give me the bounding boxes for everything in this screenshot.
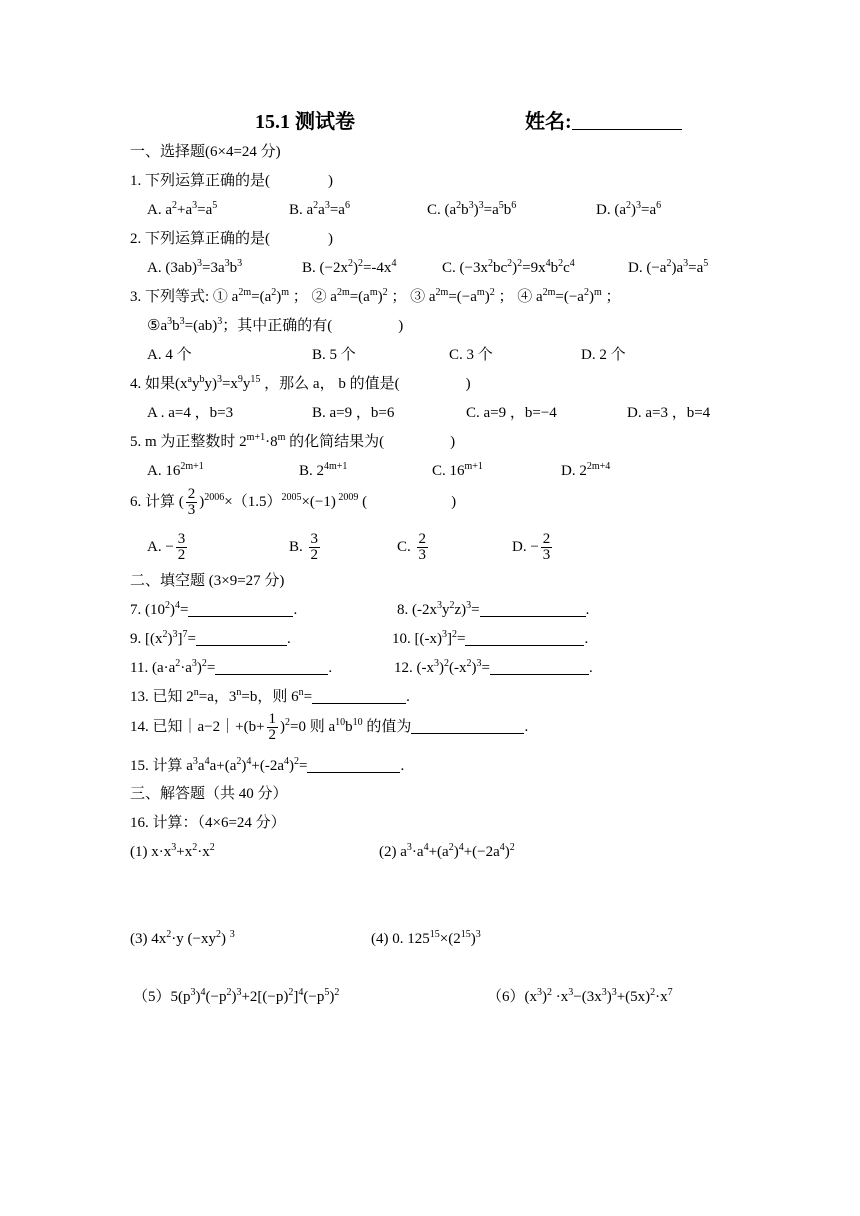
- q9-answer-blank[interactable]: [196, 630, 287, 646]
- q4-option-a[interactable]: A . a=4 ，b=3: [147, 405, 234, 421]
- q3-option-a[interactable]: A. 4 个: [147, 347, 192, 363]
- question-13: 13. 已知 $2^n=a$，$3^n=b$，则 $6^n=$ .: [130, 687, 410, 705]
- q10-answer-blank[interactable]: [465, 630, 584, 646]
- section-heading-choice: 一、选择题(6×4=24 分): [130, 144, 281, 160]
- q2-option-c[interactable]: C. $(-3x^2bc^2)^2=9x^4b^2c^4$: [442, 258, 575, 276]
- question-8: 8. $(-2x^3y^2z)^3=$ .: [397, 600, 590, 618]
- q16-part-2: (2) $a^3\cdot a^4+(a^2)^4+(-2a^4)^2$: [379, 842, 515, 860]
- q5-option-a[interactable]: A. $16^{2m+1}$: [147, 461, 204, 479]
- q5-option-b[interactable]: B. $2^{4m+1}$: [299, 461, 348, 479]
- section-heading-solve: 三、解答题（共 40 分）: [130, 786, 288, 802]
- q3-option-d[interactable]: D. 2 个: [581, 347, 626, 363]
- q16-part-3: (3) $4x^2\cdot y$ $(-xy^2)$ $^3$: [130, 929, 235, 947]
- q2-option-b[interactable]: B. $(-2x^2)^2=-4x^4$: [302, 258, 397, 276]
- q4-option-c[interactable]: C. a=9 ，b=−4: [466, 405, 557, 421]
- q4-option-d[interactable]: D. a=3 ，b=4: [627, 405, 711, 421]
- q3-option-b[interactable]: B. 5 个: [312, 347, 356, 363]
- q13-answer-blank[interactable]: [312, 688, 406, 704]
- question-1: 1. 下列运算正确的是( ): [130, 173, 333, 189]
- question-14: 14. 已知｜a−2｜+(b+ $\frac{1}{2}$ )$^2$=0 则 $a^{10}b^{10}$ 的值为 .: [130, 711, 529, 744]
- q5-option-d[interactable]: D. $2^{2m+4}$: [561, 461, 611, 479]
- q11-answer-blank[interactable]: [215, 659, 328, 675]
- name-blank[interactable]: [572, 114, 682, 130]
- q14-answer-blank[interactable]: [411, 718, 524, 734]
- question-6: 6. 计算 ( $\frac{2}{3}$ )$^{2006}\times(1.5)^{2005}\times(-1)$ $^{2009}$ ( ): [130, 486, 457, 519]
- q6-option-a[interactable]: A. − $\frac{3}{2}$: [147, 531, 186, 564]
- q1-option-d[interactable]: D. $(a^2)^3=a^6$: [596, 200, 662, 218]
- question-2: 2. 下列运算正确的是( ): [130, 231, 333, 247]
- question-9: 9. $[(x^2)^3]^7=$ .: [130, 629, 291, 647]
- question-7: 7. $(10^2)^4=$ .: [130, 600, 298, 618]
- q6-option-d[interactable]: D. − $\frac{2}{3}$: [512, 531, 551, 564]
- name-field: [525, 110, 682, 134]
- q15-answer-blank[interactable]: [307, 757, 400, 773]
- q2-option-a[interactable]: A. $(3ab)^3=3a^3b^3$: [147, 258, 243, 276]
- q5-option-c[interactable]: C. $16^{m+1}$: [432, 461, 483, 479]
- page-title: 15.1 测试卷: [255, 111, 355, 133]
- q6-option-c[interactable]: C. $\frac{2}{3}$: [397, 531, 427, 564]
- question-11: 11. $(a\cdot a^2\cdot a^3)^2=$ .: [130, 658, 333, 676]
- question-10: 10. $[(-x)^3]^2=$ .: [392, 629, 589, 647]
- q8-answer-blank[interactable]: [480, 601, 586, 617]
- name-label: 姓名:: [525, 111, 572, 133]
- q16-part-1: (1) $x\cdot x^3+x^2\cdot x^2$: [130, 842, 215, 860]
- question-12: 12. $(-x^3)^2(-x^2)^3=$ .: [394, 658, 593, 676]
- q4-option-b[interactable]: B. a=9 ，b=6: [312, 405, 395, 421]
- section-heading-fill: 二、填空题 (3×9=27 分): [130, 573, 285, 589]
- q12-answer-blank[interactable]: [490, 659, 589, 675]
- q2-option-d[interactable]: D. $(-a^2)a^3=a^5$: [628, 258, 709, 276]
- question-15: 15. 计算 $a^3a^4a+(a^2)^4+(-2a^4)^2=$ .: [130, 756, 405, 774]
- q7-answer-blank[interactable]: [188, 601, 293, 617]
- question-3-line-1: 3. 下列等式: ① $a^{2m}=(a^2)^m$ ； ② $a^{2m}=(a^m)^2$ ； ③ $a^{2m}=(-a^m)^2$ ； ④ $a^{2m}=(-a^2)^m$ ；: [130, 287, 621, 305]
- q16-part-4: (4) 0. $125^{15}\times(2^{15})^3$: [371, 929, 481, 947]
- q1-option-b[interactable]: B. $a^2a^3=a^6$: [289, 200, 350, 218]
- q3-option-c[interactable]: C. 3 个: [449, 347, 493, 363]
- q6-option-b[interactable]: B. $\frac{3}{2}$: [289, 531, 319, 564]
- q16-part-5: $(5)5(p^3)^4(-p^2)^3+2[(-p)^2]^4(-p^5)^2$: [133, 987, 340, 1005]
- question-5: 5. m 为正整数时 $2^{m+1}\cdot 8^m$ 的化简结果为( ): [130, 432, 456, 450]
- q16-part-6: $(6)(x^3)^2 \cdot x^3-(3x^3)^3+(5x)^2\cdot x^7$: [487, 987, 673, 1005]
- question-4: 4. 如果$(x^ay^by)^3=x^9y^{15}$ ，那么 a， b 的值是( ): [130, 374, 471, 392]
- question-3-line-2: $⑤a^3b^3=(ab)^3$；其中正确的有( ): [147, 316, 404, 334]
- question-16: 16. 计算：（4×6=24 分）: [130, 815, 286, 831]
- q1-option-c[interactable]: C. $(a^2b^3)^3=a^5b^6$: [427, 200, 517, 218]
- q1-option-a[interactable]: A. $a^2+a^3=a^5$: [147, 200, 218, 218]
